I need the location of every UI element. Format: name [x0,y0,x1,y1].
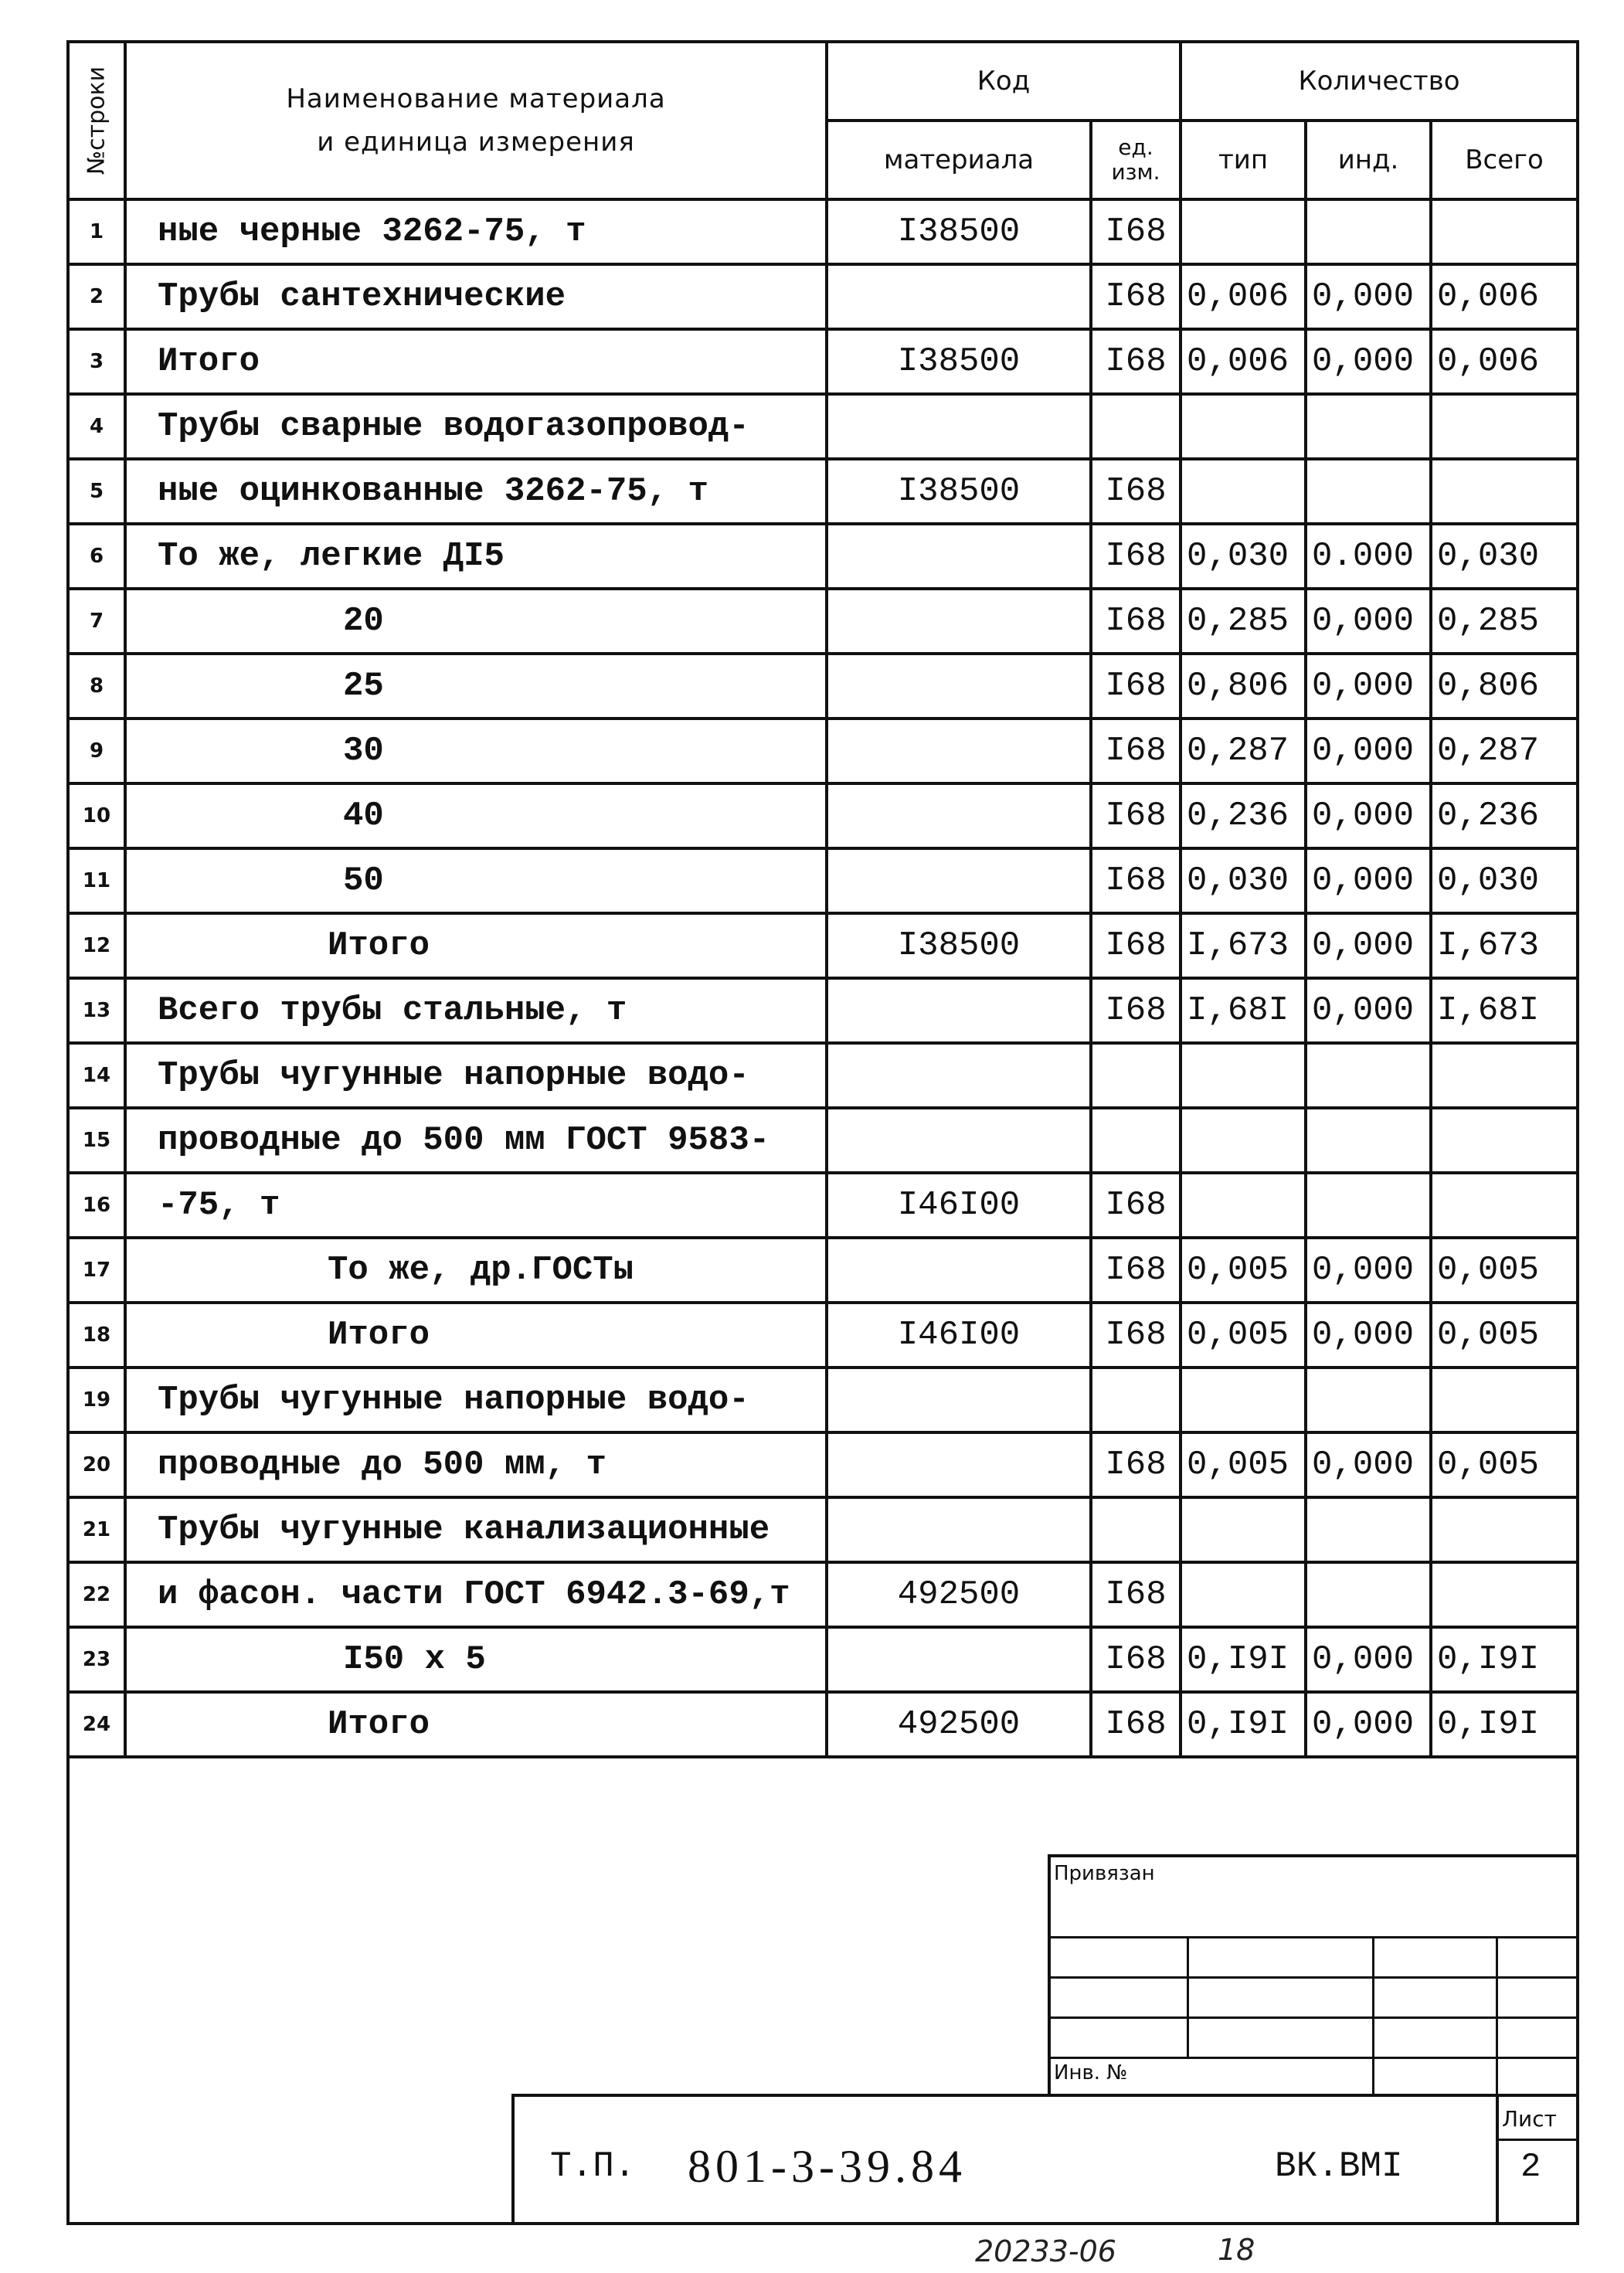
unit-code: I68 [1091,654,1181,719]
material-name: 25 [125,654,827,719]
qty-ind: 0,000 [1306,1692,1431,1757]
unit-code [1091,1497,1181,1562]
row-number: 6 [68,524,125,589]
qty-type: 0,I9I [1181,1692,1306,1757]
unit-code: I68 [1091,1173,1181,1238]
material-code [827,654,1091,719]
unit-code: I68 [1091,1238,1181,1303]
unit-code: I68 [1091,1627,1181,1692]
qty-ind: 0,000 [1306,264,1431,329]
unit-code: I68 [1091,783,1181,848]
material-name: 20 [125,589,827,654]
material-code: I46I00 [827,1173,1091,1238]
material-name: То же, др.ГОСТы [125,1238,827,1303]
material-code [827,1432,1091,1497]
unit-code: I68 [1091,1562,1181,1627]
qty-ind: 0,000 [1306,654,1431,719]
qty-total [1431,199,1578,264]
table-row [68,264,1578,329]
row-number: 20 [68,1432,125,1497]
unit-code: I68 [1091,978,1181,1043]
qty-total: 0,236 [1431,783,1578,848]
header-qty-ind: инд. [1306,121,1431,199]
qty-type: 0,030 [1181,524,1306,589]
sheet-label: Лист [1502,2106,1557,2132]
qty-ind: 0,000 [1306,719,1431,783]
qty-total: 0,I9I [1431,1627,1578,1692]
qty-type: 0,005 [1181,1432,1306,1497]
qty-type: 0,030 [1181,848,1306,913]
unit-code: I68 [1091,719,1181,783]
material-code [827,589,1091,654]
header-qty-type: тип [1181,121,1306,199]
row-number: 13 [68,978,125,1043]
unit-code: I68 [1091,329,1181,394]
row-number: 16 [68,1173,125,1238]
material-code: I38500 [827,459,1091,524]
material-name: Итого [125,1303,827,1368]
qty-total: 0,806 [1431,654,1578,719]
qty-ind [1306,459,1431,524]
qty-total: I,673 [1431,913,1578,978]
stamp-line [1048,2057,1579,2059]
qty-total [1431,1562,1578,1627]
qty-type: I,673 [1181,913,1306,978]
row-number: 2 [68,264,125,329]
qty-total: 0,006 [1431,264,1578,329]
title-block-sheet-line [1496,2139,1579,2141]
header-code-unit [1091,121,1181,199]
unit-code: I68 [1091,264,1181,329]
row-number: 5 [68,459,125,524]
material-code [827,1627,1091,1692]
material-code: 492500 [827,1692,1091,1757]
material-name: Итого [125,913,827,978]
table-row [68,1432,1578,1497]
qty-total: 0,005 [1431,1238,1578,1303]
unit-code [1091,394,1181,459]
material-name: проводные до 500 мм ГОСТ 9583- [125,1108,827,1173]
archive-code: 20233-06 [975,2234,1116,2268]
row-number: 24 [68,1692,125,1757]
qty-type: 0,287 [1181,719,1306,783]
row-number: 3 [68,329,125,394]
table-row [68,589,1578,654]
qty-type: 0,006 [1181,264,1306,329]
qty-type [1181,1173,1306,1238]
row-number: 19 [68,1368,125,1432]
qty-type: I,68I [1181,978,1306,1043]
material-code [827,1368,1091,1432]
doc-code: ВК.ВМI [1275,2146,1403,2186]
material-code [827,978,1091,1043]
unit-code: I68 [1091,1692,1181,1757]
qty-ind [1306,1497,1431,1562]
stamp-line [1048,1936,1579,1938]
qty-type: 0,806 [1181,654,1306,719]
material-name: То же, легкие ДI5 [125,524,827,589]
qty-ind [1306,1108,1431,1173]
qty-type [1181,459,1306,524]
qty-ind [1306,394,1431,459]
qty-ind: 0,000 [1306,1238,1431,1303]
material-code [827,783,1091,848]
table-row [68,913,1578,978]
row-number: 8 [68,654,125,719]
unit-code: I68 [1091,524,1181,589]
material-code: I38500 [827,913,1091,978]
qty-ind [1306,1368,1431,1432]
table-row [68,848,1578,913]
title-block-left [511,2094,515,2225]
qty-ind: 0,000 [1306,848,1431,913]
qty-type [1181,394,1306,459]
row-number: 22 [68,1562,125,1627]
stamp-line [1048,1976,1579,1979]
qty-total: 0,030 [1431,524,1578,589]
table-row [68,1238,1578,1303]
frame-bottom-border [66,2222,1579,2225]
material-code [827,1238,1091,1303]
table-row [68,1173,1578,1238]
qty-total: I,68I [1431,978,1578,1043]
qty-ind: 0,000 [1306,1303,1431,1368]
material-code [827,264,1091,329]
header-quantity: Количество [1181,42,1578,121]
qty-type [1181,1497,1306,1562]
unit-code: I68 [1091,199,1181,264]
qty-type [1181,199,1306,264]
material-name: Всего трубы стальные, т [125,978,827,1043]
table-row [68,978,1578,1043]
qty-ind: 0,000 [1306,329,1431,394]
unit-code: I68 [1091,459,1181,524]
qty-ind: 0.000 [1306,524,1431,589]
qty-type [1181,1562,1306,1627]
qty-type [1181,1108,1306,1173]
qty-ind [1306,1562,1431,1627]
material-name: Итого [125,1692,827,1757]
frame-right-border [1576,1746,1579,2225]
material-name: Трубы чугунные канализационные [125,1497,827,1562]
material-name: Трубы сварные водогазопровод- [125,394,827,459]
qty-total: 0,287 [1431,719,1578,783]
stamp-line [1048,2016,1579,2019]
unit-code: I68 [1091,848,1181,913]
row-number: 15 [68,1108,125,1173]
material-code [827,848,1091,913]
row-number: 14 [68,1043,125,1108]
material-code [827,1043,1091,1108]
table-row [68,1043,1578,1108]
stamp-line [1496,1936,1498,2094]
row-number: 4 [68,394,125,459]
qty-ind [1306,199,1431,264]
table-row [68,1108,1578,1173]
row-number: 12 [68,913,125,978]
row-number: 21 [68,1497,125,1562]
material-name: Трубы чугунные напорные водо- [125,1043,827,1108]
material-name: 40 [125,783,827,848]
row-number: 7 [68,589,125,654]
header-code-material: материала [827,121,1091,199]
tp-label: Т.П. [550,2146,636,2186]
material-name: 50 [125,848,827,913]
table-row [68,199,1578,264]
stamp-line [1372,1936,1374,2094]
sheet-number: 2 [1520,2148,1541,2186]
qty-type: 0,285 [1181,589,1306,654]
unit-code: I68 [1091,913,1181,978]
qty-type: 0,005 [1181,1238,1306,1303]
qty-total [1431,1043,1578,1108]
header-qty-total: Всего [1431,121,1578,199]
qty-total: 0,I9I [1431,1692,1578,1757]
row-number: 17 [68,1238,125,1303]
row-number: 18 [68,1303,125,1368]
unit-code: I68 [1091,1303,1181,1368]
material-name: Трубы чугунные напорные водо- [125,1368,827,1432]
title-block-top [511,2094,1579,2097]
table-row [68,719,1578,783]
stamp-line [1187,1936,1189,2057]
table-row [68,1303,1578,1368]
materials-table [66,40,1579,1758]
qty-ind: 0,000 [1306,1432,1431,1497]
unit-code [1091,1108,1181,1173]
qty-type: 0,005 [1181,1303,1306,1368]
row-number-label: №строки [83,66,110,175]
stamp-bound-label: Привязан [1054,1862,1155,1885]
unit-code [1091,1368,1181,1432]
qty-type: 0,I9I [1181,1627,1306,1692]
qty-ind [1306,1173,1431,1238]
material-name: 30 [125,719,827,783]
material-code: I38500 [827,199,1091,264]
archive-page: 18 [1218,2233,1255,2267]
unit-label-line2: изм. [1111,159,1160,185]
table-row [68,394,1578,459]
qty-ind: 0,000 [1306,589,1431,654]
material-code: 492500 [827,1562,1091,1627]
material-name-label-line2: и единица измерения [317,127,635,158]
material-code: I46I00 [827,1303,1091,1368]
qty-total [1431,1368,1578,1432]
frame-left-border [66,1746,70,2225]
table-row [68,329,1578,394]
material-name: -75, т [125,1173,827,1238]
row-number: 1 [68,199,125,264]
qty-total: 0,006 [1431,329,1578,394]
material-code [827,719,1091,783]
qty-type [1181,1043,1306,1108]
material-code: I38500 [827,329,1091,394]
material-code [827,1497,1091,1562]
stamp-inv-label: Инв. № [1054,2061,1128,2084]
material-name: ные оцинкованные 3262-75, т [125,459,827,524]
header-material-name [125,42,827,199]
qty-ind: 0,000 [1306,783,1431,848]
qty-total: 0,030 [1431,848,1578,913]
row-number: 10 [68,783,125,848]
unit-code [1091,1043,1181,1108]
table-row [68,524,1578,589]
material-name: Трубы сантехнические [125,264,827,329]
stamp-line [1048,1854,1579,1857]
qty-ind [1306,1043,1431,1108]
table-row [68,1627,1578,1692]
qty-total: 0,285 [1431,589,1578,654]
qty-ind: 0,000 [1306,1627,1431,1692]
material-code [827,394,1091,459]
material-name: Итого [125,329,827,394]
qty-type: 0,236 [1181,783,1306,848]
unit-code: I68 [1091,589,1181,654]
material-code [827,524,1091,589]
material-name-label-line1: Наименование материала [286,83,666,114]
qty-total [1431,1173,1578,1238]
row-number: 9 [68,719,125,783]
unit-code: I68 [1091,1432,1181,1497]
qty-type [1181,1368,1306,1432]
qty-total [1431,394,1578,459]
qty-total: 0,005 [1431,1303,1578,1368]
qty-total [1431,459,1578,524]
qty-total [1431,1108,1578,1173]
table-row [68,1562,1578,1627]
table-row [68,1692,1578,1757]
table-body [68,199,1578,1757]
table-row [68,654,1578,719]
qty-type: 0,006 [1181,329,1306,394]
tp-number: 801-3-39.84 [688,2141,967,2192]
material-name: ные черные 3262-75, т [125,199,827,264]
qty-total [1431,1497,1578,1562]
qty-ind: 0,000 [1306,913,1431,978]
title-block-sheet-divider [1496,2094,1499,2225]
qty-total: 0,005 [1431,1432,1578,1497]
row-number: 11 [68,848,125,913]
unit-label-line1: ед. [1118,134,1153,160]
material-name: I50 x 5 [125,1627,827,1692]
header-code: Код [827,42,1181,121]
material-code [827,1108,1091,1173]
qty-ind: 0,000 [1306,978,1431,1043]
table-row [68,783,1578,848]
table-row [68,1497,1578,1562]
table-row [68,1368,1578,1432]
row-number: 23 [68,1627,125,1692]
material-name: проводные до 500 мм, т [125,1432,827,1497]
material-name: и фасон. части ГОСТ 6942.3-69,т [125,1562,827,1627]
header-row-number [68,42,125,199]
table-row [68,459,1578,524]
